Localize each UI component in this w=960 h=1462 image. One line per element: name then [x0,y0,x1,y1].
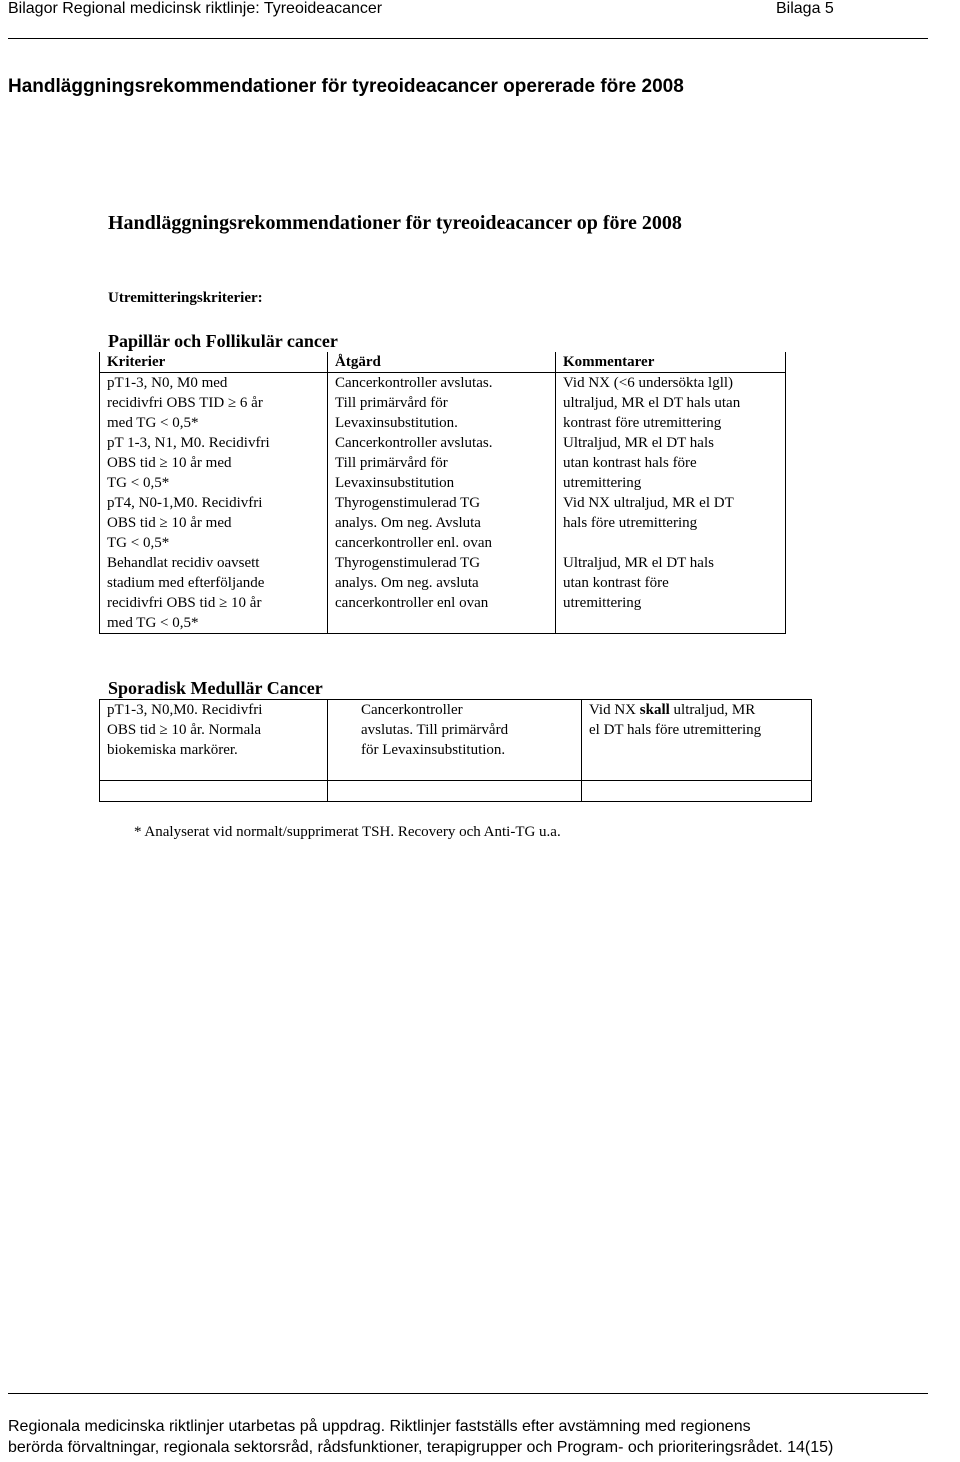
papillary-follicular-table [99,352,786,634]
cell-atgard [328,373,556,434]
cell-line: analys. Om neg. avsluta [335,575,479,591]
cell-line: utremittering [563,595,642,611]
cell-line: analys. Om neg. Avsluta [335,515,481,531]
cell-line: pT1-3, N0,M0. Recidivfri [107,702,263,718]
cell-empty [328,781,582,802]
page-title: Handläggningsrekommendationer för tyreoideacancer opererade före 2008 [8,76,684,97]
cell-line: utan kontrast hals före [563,455,697,471]
cell-line: Thyrogenstimulerad TG [335,555,481,571]
cell-line: Till primärvård för [335,455,448,471]
column-header-atgard: Åtgärd [328,352,556,373]
cell-line: Behandlat recidiv oavsett [107,555,260,571]
cell-line: kontrast före utremittering [563,415,722,431]
cell-line: Ultraljud, MR el DT hals [563,435,714,451]
cell-kommentarer [556,433,786,493]
cell-atgard [328,493,556,553]
comment-emphasis: skall [639,702,670,718]
section-title: Handläggningsrekommendationer för tyreoideacancer op före 2008 [108,212,682,234]
cell-kommentarer [556,373,786,434]
cell-line: för Levaxinsubstitution. [361,742,506,758]
cell-line: OBS tid ≥ 10 år med [107,515,232,531]
footnote: * Analyserat vid normalt/supprimerat TSH. Recovery och Anti-TG u.a. [134,824,561,840]
cell-line: Cancerkontroller [361,702,463,718]
footer-divider [8,1393,928,1394]
table-row [100,433,786,493]
cell-line: biokemiska markörer. [107,742,238,758]
medullary-heading: Sporadisk Medullär Cancer [108,678,323,698]
cell-line: OBS tid ≥ 10 år med [107,455,232,471]
cell-line: utremittering [563,475,642,491]
cell-line: Till primärvård för [335,395,448,411]
cell-kommentarer [582,700,812,781]
cell-line: cancerkontroller enl ovan [335,595,489,611]
cell-line: el DT hals före utremittering [589,722,762,738]
cell-line: Cancerkontroller avslutas. [335,435,493,451]
cell-line: med TG < 0,5* [107,415,199,431]
cell-line: ultraljud, MR el DT hals utan [563,395,741,411]
table-row [100,373,786,434]
footer-line: berörda förvaltningar, regionala sektorsråd, rådsfunktioner, terapigrupper och Program- och prioriteringsrådet. 14(15) [8,1439,834,1456]
cell-kriterier [100,433,328,493]
cell-line: utan kontrast före [563,575,669,591]
cell-line [589,700,811,720]
cell-line: avslutas. Till primärvård [361,722,509,738]
cell-kriterier [100,553,328,634]
cell-line: TG < 0,5* [107,535,170,551]
medullary-table [99,699,812,802]
cell-line: hals före utremittering [563,515,698,531]
table-row [100,493,786,553]
cell-kommentarer [556,493,786,553]
cell-line: pT4, N0-1,M0. Recidivfri [107,495,263,511]
cell-line: recidivfri OBS tid ≥ 10 år [107,595,262,611]
cell-kriterier [100,373,328,434]
cell-line: Vid NX ultraljud, MR el DT [563,495,734,511]
cell-atgard [328,433,556,493]
column-header-kriterier: Kriterier [100,352,328,373]
cell-line: Levaxinsubstitution. [335,415,458,431]
header-appendix-label: Bilaga 5 [776,0,834,17]
footer-line: Regionala medicinska riktlinjer utarbetas på uppdrag. Riktlinjer fastställs efter avstämning med regionens [8,1418,751,1435]
cell-line: Thyrogenstimulerad TG [335,495,481,511]
cell-line: pT 1-3, N1, M0. Recidivfri [107,435,270,451]
cell-line: stadium med efterföljande [107,575,265,591]
cell-line: OBS tid ≥ 10 år. Normala [107,722,262,738]
cell-line: Ultraljud, MR el DT hals [563,555,714,571]
comment-text: Vid NX [589,702,640,718]
cell-kriterier [100,493,328,553]
table-row-empty [100,781,812,802]
papillary-follicular-heading: Papillär och Follikulär cancer [108,331,338,351]
cell-atgard [328,700,582,781]
cell-kriterier [100,700,328,781]
cell-line: recidivfri OBS TID ≥ 6 år [107,395,263,411]
cell-line: Levaxinsubstitution [335,475,455,491]
table-row [100,700,812,781]
column-header-kommentarer: Kommentarer [556,352,786,373]
cell-line: TG < 0,5* [107,475,170,491]
table-row [100,553,786,634]
cell-kommentarer [556,553,786,634]
cell-atgard [328,553,556,634]
header-divider [8,38,928,39]
criteria-heading: Utremitteringskriterier: [108,290,263,306]
cell-line: Vid NX (<6 undersökta lgll) [563,375,734,391]
header-document-title: Bilagor Regional medicinsk riktlinje: Tyreoideacancer [8,0,383,17]
cell-line: pT1-3, N0, M0 med [107,375,228,391]
table-header-row [100,352,786,373]
cell-empty [100,781,328,802]
cell-empty [582,781,812,802]
cell-line: med TG < 0,5* [107,615,199,631]
cell-line: Cancerkontroller avslutas. [335,375,493,391]
cell-line: cancerkontroller enl. ovan [335,535,493,551]
comment-text: ultraljud, MR [669,702,756,718]
